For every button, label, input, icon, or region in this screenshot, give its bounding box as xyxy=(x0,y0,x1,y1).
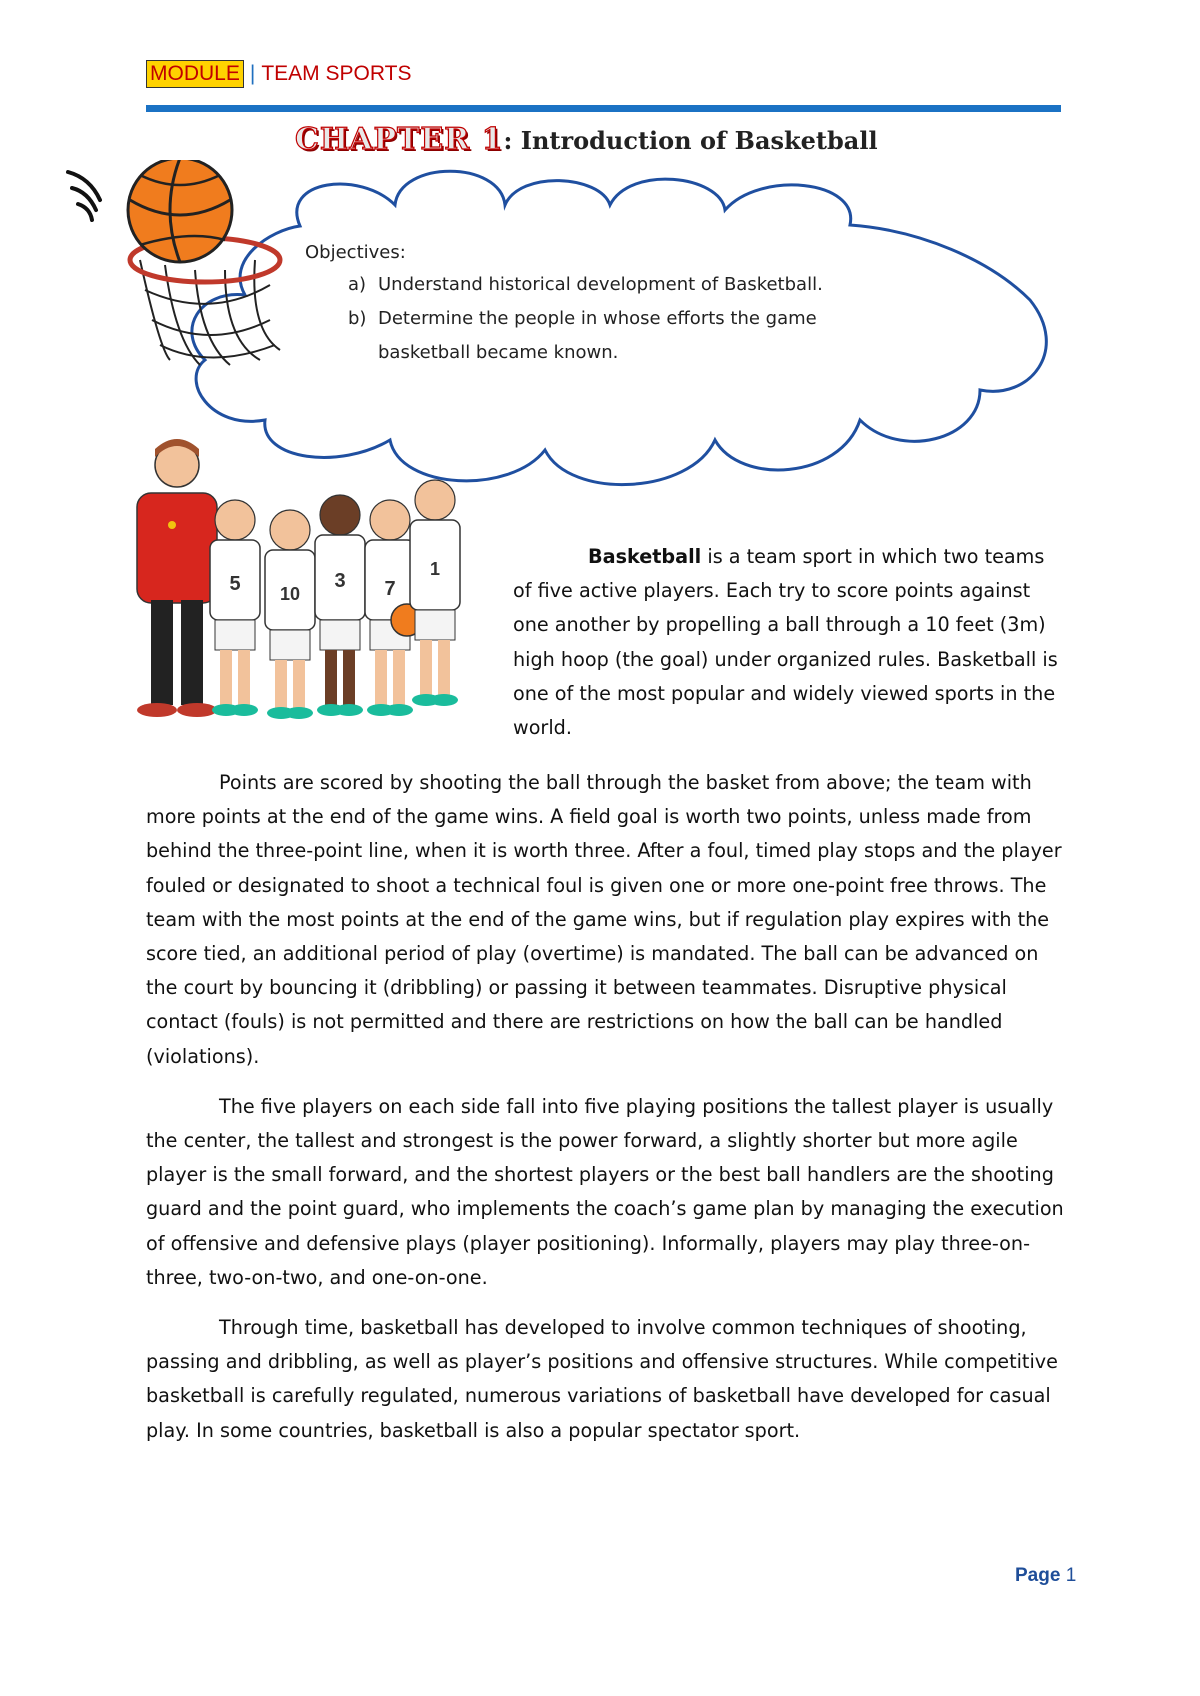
objectives-heading: Objectives: xyxy=(305,242,406,263)
body-paragraph: The five players on each side fall into five playing positions the tallest player is usually the center, the tallest and strongest is the power forward, a slightly shorter but more agile player is the small forward, and the shortest players or the best ball handlers are the shooting guard and the point guard, who implements the coach’s game plan by managing the execution of offensive and defensive plays (player positioning). Informally, players may play three-on-three, two-on-two, and one-on-one. xyxy=(146,1094,1064,1289)
objectives-box xyxy=(305,236,865,370)
basketball-icon xyxy=(128,160,232,262)
subject-label: TEAM SPORTS xyxy=(261,62,412,85)
body-paragraph: Points are scored by shooting the ball through the basket from above; the team with more points at the end of the game wins. A field goal is worth two points, unless made from behind the three-point line, when it is worth three. After a foul, timed play stops and the player fouled or designated to shoot a technical foul is given one or more one-point free throws. The team with the most points at the end of the game wins, but if regulation play expires with the score tied, an additional period of play (overtime) is mandated. The ball can be advanced on the court by bouncing it (dribbling) or passing it between teammates. Disruptive physical contact (fouls) is not permitted and there are restrictions on how the ball can be handled (violations). xyxy=(146,771,1062,1068)
jersey-number: 10 xyxy=(279,584,301,604)
objective-text: Understand historical development of Basketball. xyxy=(378,274,823,295)
body-section xyxy=(146,766,1066,1464)
team-illustration xyxy=(115,435,465,730)
body-paragraph: Through time, basketball has developed to involve common techniques of shooting, passing and dribbling, as well as player’s positions and offensive structures. While competitive basketball is carefully regulated, numerous variations of basketball have developed for casual play. In some countries, basketball is also a popular spectator sport. xyxy=(146,1316,1058,1442)
objective-text: Determine the people in whose efforts the game basketball became known. xyxy=(378,308,817,363)
intro-section xyxy=(513,540,1068,745)
module-label: MODULE xyxy=(146,60,244,88)
players-group xyxy=(210,480,460,719)
page-number: 1 xyxy=(1065,1565,1077,1586)
intro-text: is a team sport in which two teams of five active players. Each try to score points against one another by propelling a ball through a 10 feet (3m) high hoop (the goal) under organized rules. Basketball is one of the most popular and widely viewed sports in the world. xyxy=(513,545,1058,740)
chapter-number: CHAPTER 1 xyxy=(295,122,504,157)
objective-item xyxy=(305,302,865,370)
jersey-number: 5 xyxy=(229,573,241,595)
objective-label: b) xyxy=(348,308,367,329)
page-label: Page xyxy=(1015,1565,1061,1586)
intro-paragraph xyxy=(513,540,1068,745)
basketball-hoop-illustration xyxy=(60,160,320,380)
objective-label: a) xyxy=(348,274,367,295)
header-separator: | xyxy=(249,62,256,85)
coach-figure xyxy=(137,439,217,717)
chapter-subtitle: : Introduction of Basketball xyxy=(503,126,878,155)
jersey-number: 1 xyxy=(429,559,441,579)
jersey-number: 7 xyxy=(384,578,396,600)
jersey-number: 3 xyxy=(334,570,346,592)
objective-item xyxy=(305,268,865,302)
intro-lead-term: Basketball xyxy=(588,545,702,568)
page-footer xyxy=(1015,1565,1076,1587)
